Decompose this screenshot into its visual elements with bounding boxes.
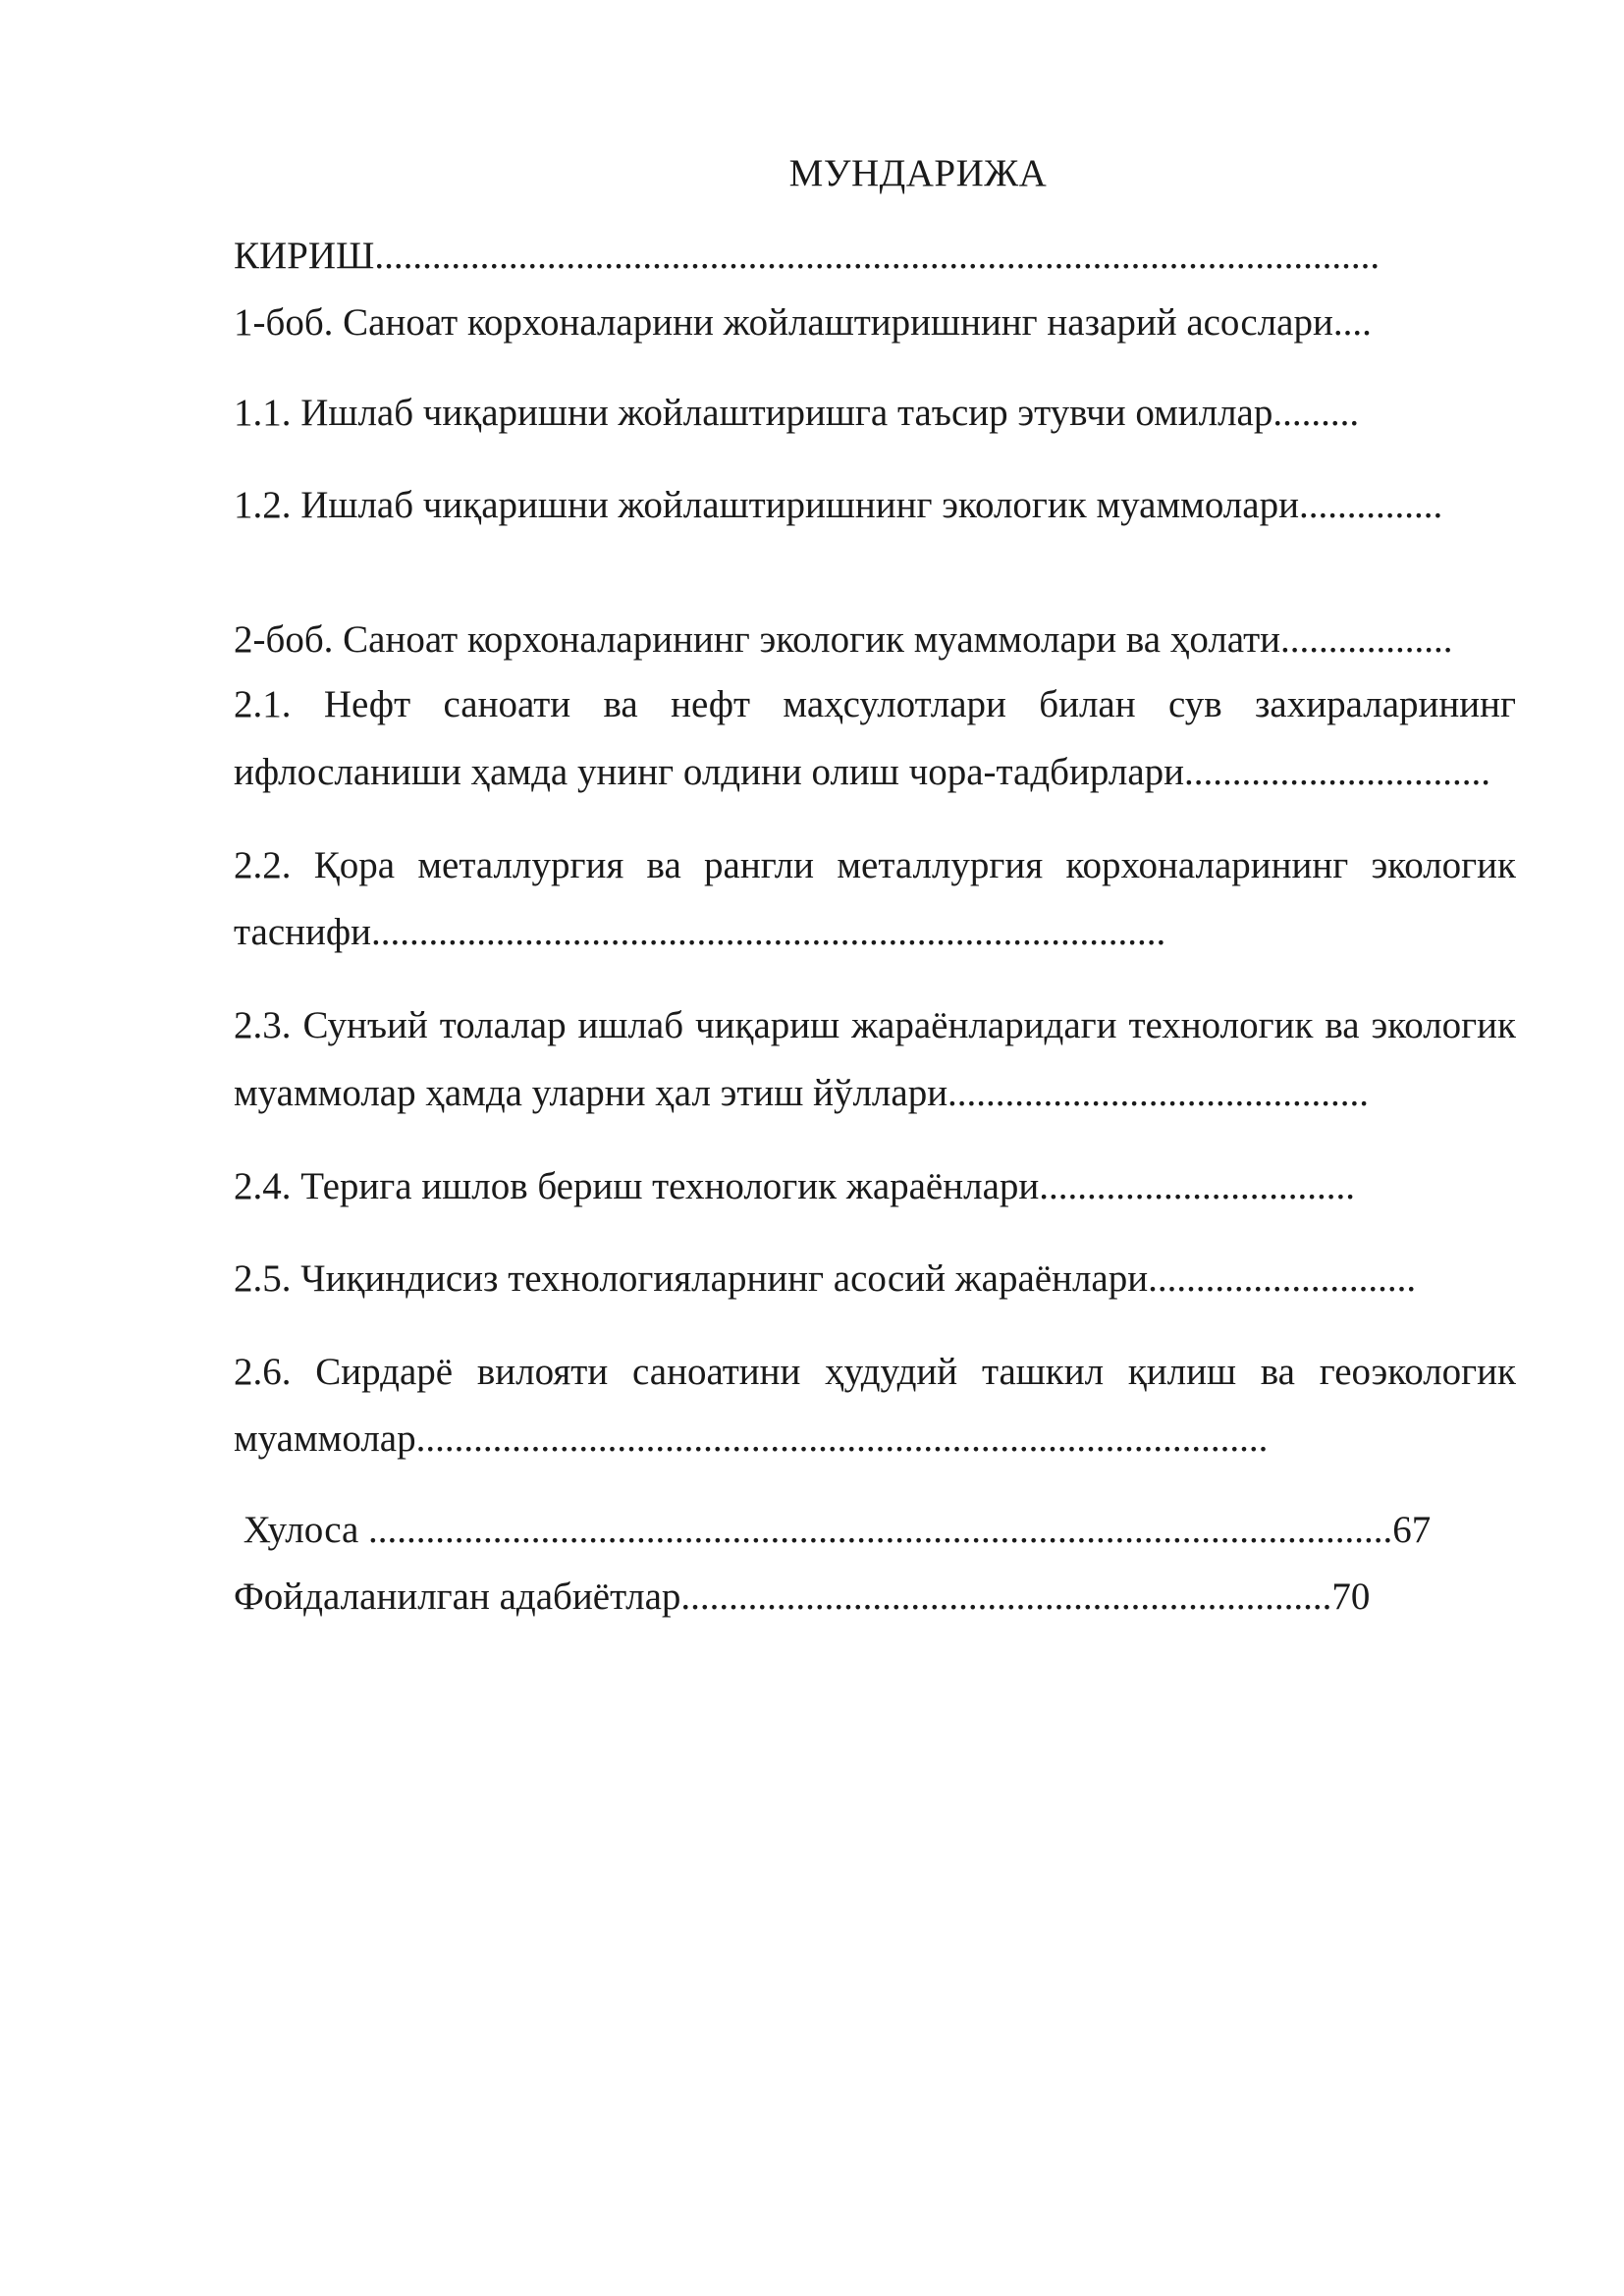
toc-entry-introduction: КИРИШ......................................................................................................... — [234, 235, 1380, 277]
toc-entry-references: Фойдаланилган адабиётлар....................................................................70 — [234, 1575, 1371, 1618]
toc-entry-1-1: 1.1. Ишлаб чиқаришни жойлаштиришга таъсир этувчи омиллар......... — [234, 392, 1360, 434]
toc-entry-2-6-line-1: 2.6. Сирдарё вилояти саноатини ҳудудий ташкил қилиш ва геоэкологик — [234, 1351, 1516, 1393]
toc-entry-2-5: 2.5. Чиқиндисиз технологияларнинг асосий жараёнлари............................ — [234, 1257, 1417, 1300]
toc-entry-2-1-line-1: 2.1. Нефт саноати ва нефт маҳсулотлари билан сув захираларининг — [234, 683, 1516, 725]
toc-entry-conclusion: Хулоса ...........................................................................................................67 — [234, 1509, 1432, 1551]
toc-entry-1-2: 1.2. Ишлаб чиқаришни жойлаштиришнинг экологик муаммолари............... — [234, 484, 1443, 526]
toc-entry-chapter-1: 1-боб. Саноат корхоналарини жойлаштиришнинг назарий асослари.... — [234, 301, 1372, 344]
toc-entry-2-6-line-2: муаммолар......................................................................................... — [234, 1417, 1269, 1460]
toc-entry-chapter-2: 2-боб. Саноат корхоналарининг экологик муаммолари ва ҳолати.................. — [234, 618, 1453, 661]
page-title: МУНДАРИЖА — [788, 152, 1048, 194]
toc-entry-2-2-line-1: 2.2. Қора металлургия ва рангли металлургия корхоналарининг экологик — [234, 844, 1516, 886]
toc-entry-2-3-line-2: муаммолар ҳамда уларни ҳал этиш йўллари............................................ — [234, 1072, 1370, 1114]
toc-entry-2-2-line-2: таснифи................................................................................... — [234, 911, 1166, 953]
toc-entry-2-1-line-2: ифлосланиши ҳамда унинг олдини олиш чора-тадбирлари................................ — [234, 751, 1491, 793]
toc-entry-2-4: 2.4. Терига ишлов бериш технологик жараёнлари................................. — [234, 1165, 1356, 1207]
toc-entry-2-3-line-1: 2.3. Сунъий толалар ишлаб чиқариш жараёнларидаги технологик ва экологик — [234, 1004, 1516, 1046]
